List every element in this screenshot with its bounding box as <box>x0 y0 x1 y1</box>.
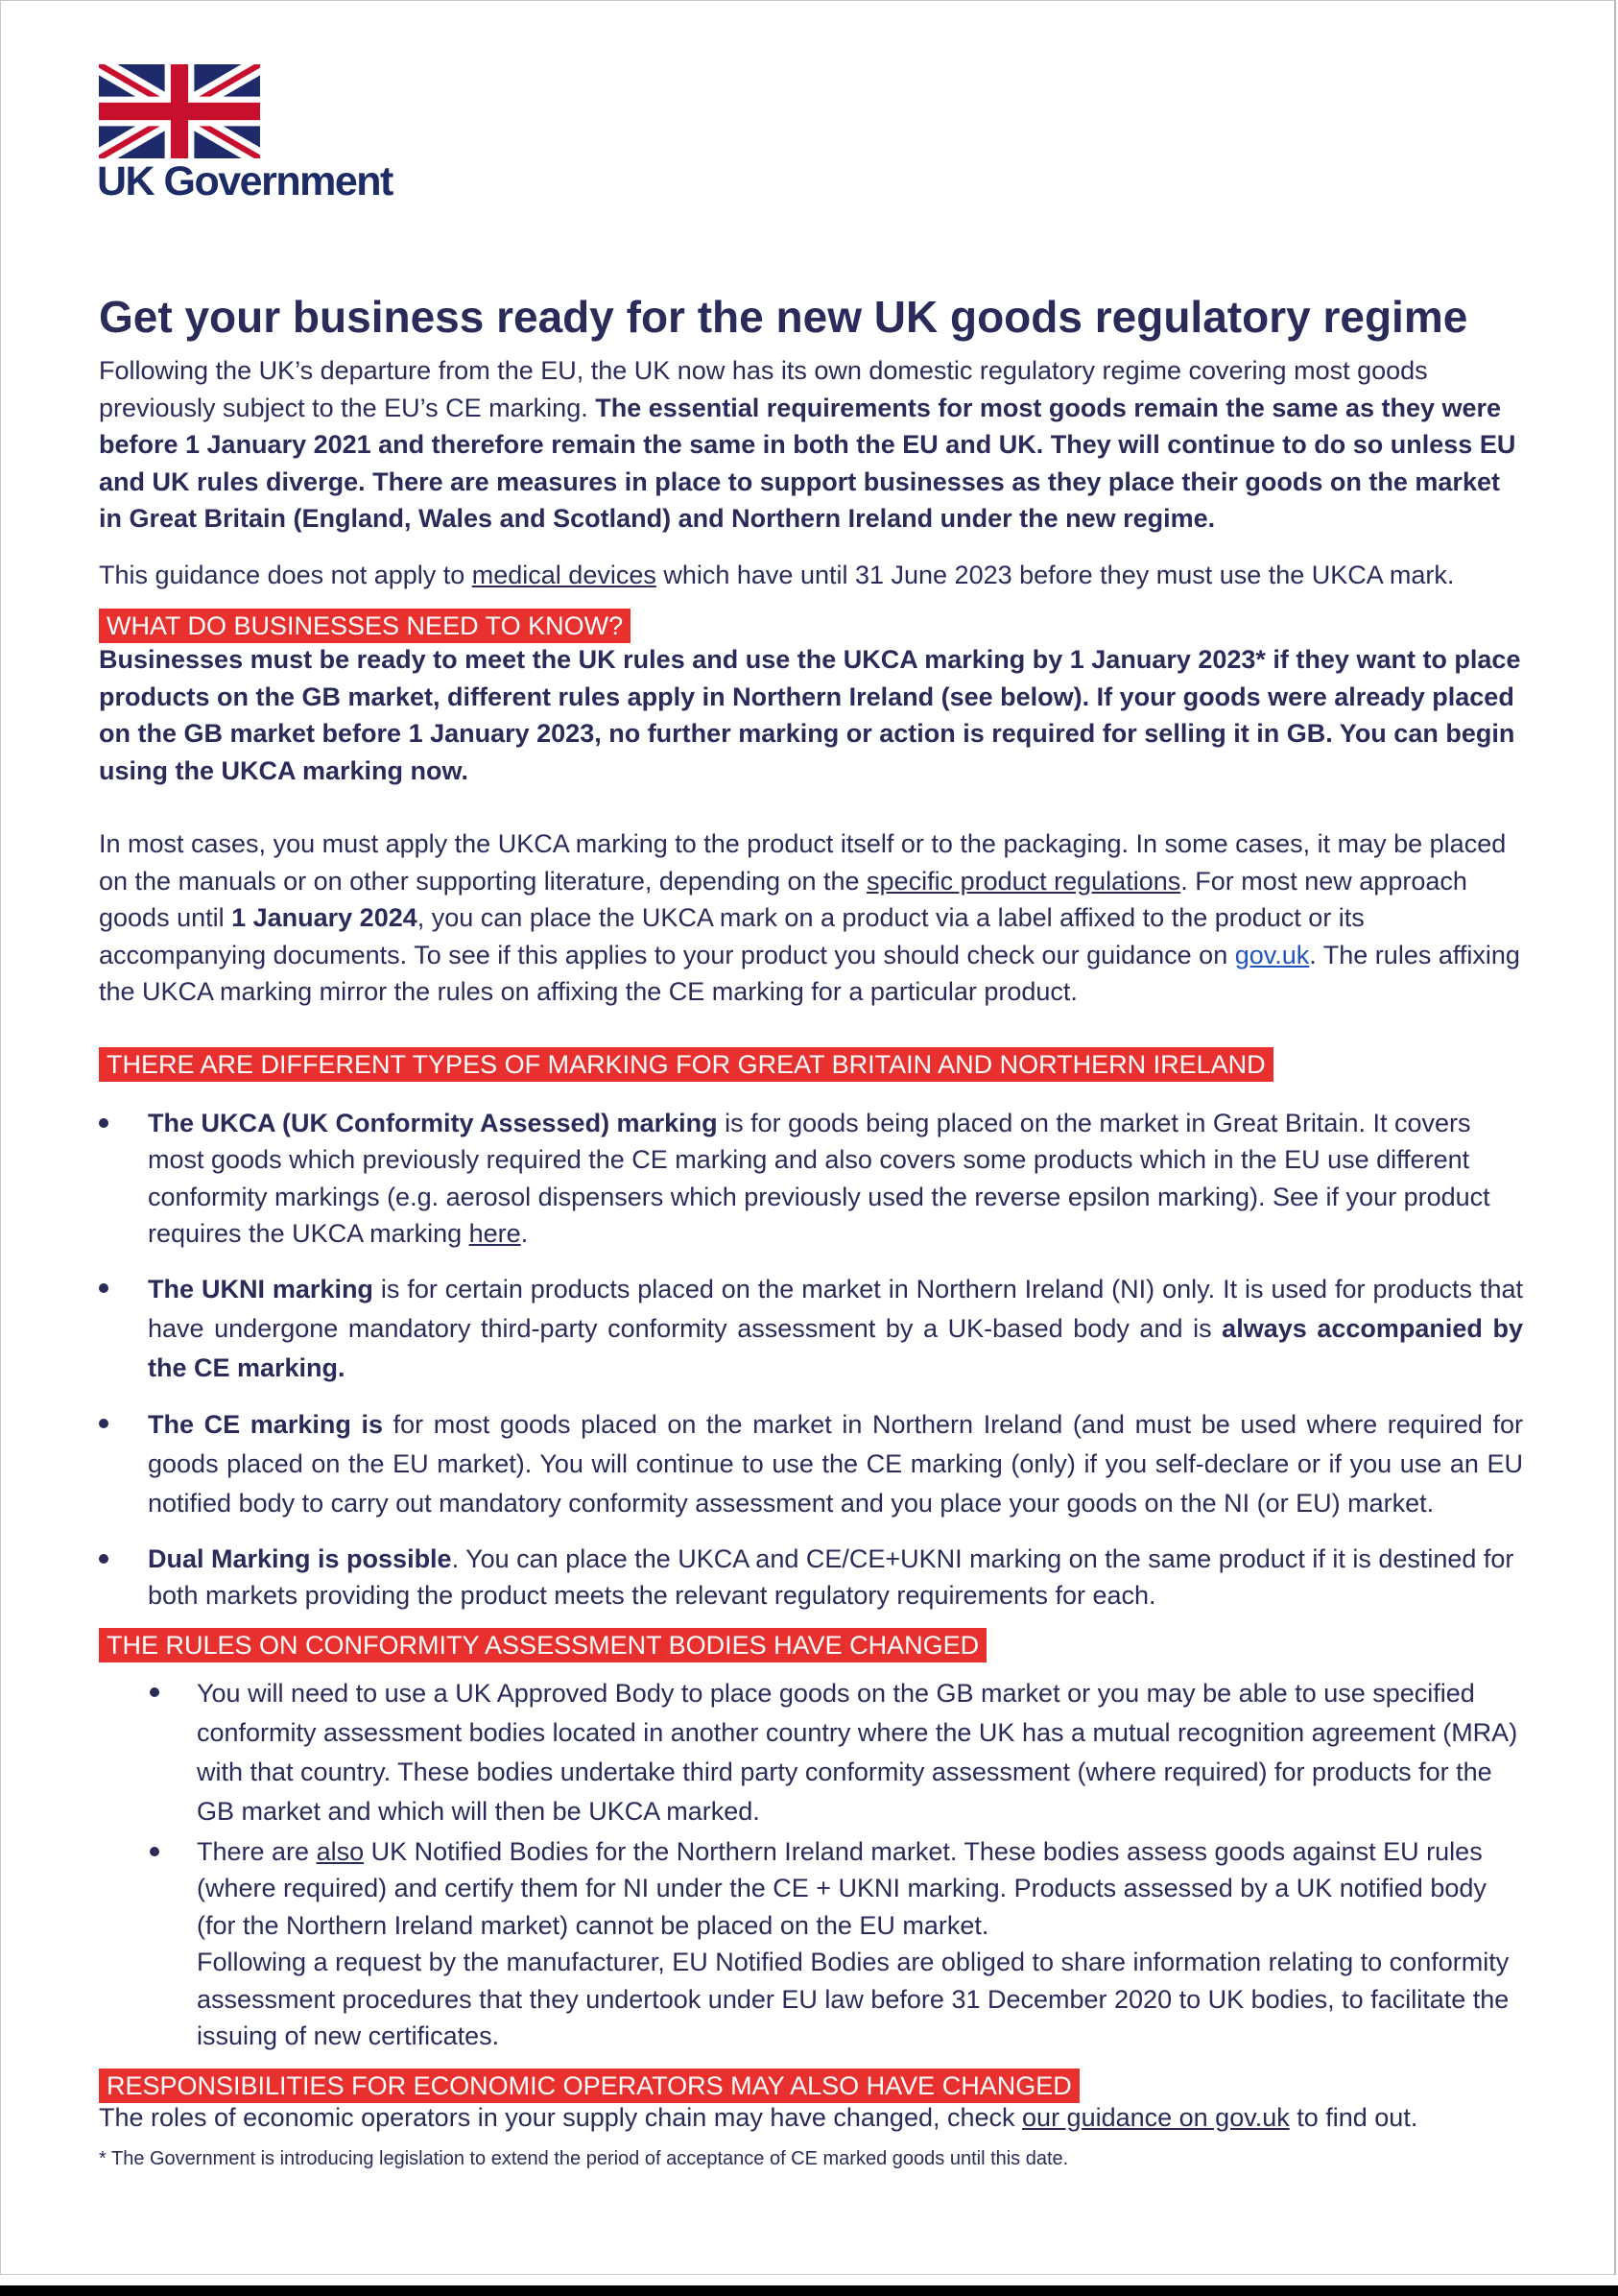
list-item <box>99 1541 1523 1614</box>
uk-government-logo <box>99 64 1523 203</box>
paragraph-text: , you can place the UKCA mark on a product via a label affixed to the product or its accompanying documents. To see if this applies to your product you should check our guidance on <box>99 903 1365 969</box>
item-text: . You can place the UKCA and CE/CE+UKNI marking on the same product if it is destined for both markets providing the product meets the relevant regulatory requirements for each. <box>148 1543 1514 1610</box>
footnote: * The Government is introducing legislation to extend the period of acceptance of CE marked goods until this date. <box>99 2148 1069 2169</box>
bullet-icon <box>99 1554 108 1564</box>
paragraph-text: to find out. <box>1289 2102 1418 2132</box>
guidance-note-text: This guidance does not apply to <box>99 560 472 589</box>
paragraph-text: . The rules affixing the UKCA marking mirror the rules on affixing the CE marking for a particular product. <box>99 940 1520 1006</box>
section-conformity-bodies <box>99 1628 1523 2055</box>
conformity-bodies-list <box>99 1674 1523 2055</box>
section-heading: THERE ARE DIFFERENT TYPES OF MARKING FOR GREAT BRITAIN AND NORTHERN IRELAND <box>99 1047 1273 1082</box>
medical-devices-link[interactable]: medical devices <box>471 560 656 589</box>
guidance-note <box>99 557 1523 594</box>
list-item <box>99 1105 1523 1253</box>
item-text: There are <box>197 1836 317 1866</box>
intro-bold-text: The essential requirements for most goods remain the same as they were before 1 January 2021 and therefore remain the same in both the EU and UK. They will continue to do so unless EU and UK rules diverge. There are measures in place to support businesses as they place their goods on the market in Great Britain (England, Wales and Scotland) and Northern Ireland under the new regime. <box>99 393 1516 533</box>
item-text: is for goods being placed on the market in Great Britain. It covers most goods which previously required the CE marking and also covers some products which in the EU use different conformity markings (e.g. aerosol dispensers which previously used the reverse epsilon marking). See if your product requires the UKCA marking <box>148 1108 1490 1248</box>
list-item <box>99 1833 1523 2055</box>
page-bottom-border <box>0 2285 1618 2296</box>
paragraph-bold-date: 1 January 2024 <box>231 903 417 932</box>
list-item <box>99 1674 1523 1831</box>
bullet-icon <box>150 1847 159 1856</box>
section-heading: RESPONSIBILITIES FOR ECONOMIC OPERATORS MAY ALSO HAVE CHANGED <box>99 2069 1080 2103</box>
section-paragraph <box>99 825 1523 1011</box>
section-economic-operators <box>99 2069 1523 2137</box>
document-content <box>99 64 1523 2172</box>
intro-paragraph <box>99 352 1523 538</box>
item-bold: Dual Marking is possible <box>148 1543 452 1573</box>
item-text: You will need to use a UK Approved Body to place goods on the GB market or you may be able to use specified conformity assessment bodies located in another country where the UK has a mutual recognition agreement (MRA) with that country. These bodies undertake third party conformity assessment (where required) for products for the GB market and which will then be UKCA marked. <box>197 1678 1518 1826</box>
bullet-icon <box>99 1118 108 1128</box>
section-heading: WHAT DO BUSINESSES NEED TO KNOW? <box>99 609 631 643</box>
marking-types-list <box>99 1105 1523 1614</box>
page-title: Get your business ready for the new UK goods regulatory regime <box>99 292 1468 342</box>
section-what-to-know <box>99 609 1523 1011</box>
item-text: Following a request by the manufacturer, EU Notified Bodies are obliged to share information relating to conformity assessment procedures that they undertook under EU law before 31 December 2020 to UK bodies, to facilitate the issuing of new certificates. <box>197 1948 1510 2050</box>
also-link[interactable]: also <box>316 1836 365 1866</box>
list-item <box>99 1405 1523 1523</box>
list-item <box>99 1270 1523 1388</box>
bullet-icon <box>99 1283 108 1293</box>
paragraph-text: . For most new approach goods until <box>99 866 1467 932</box>
section-marking-types <box>99 1047 1523 1614</box>
item-bold: The UKCA (UK Conformity Assessed) marking <box>148 1108 718 1137</box>
item-text: for most goods placed on the market in Northern Ireland (and must be used where required for goods placed on the EU market). You will continue to use the CE marking (only) if you self-declare or if you use an EU notified body to carry out mandatory conformity assessment and you place your goods on the NI (or EU) market. <box>148 1409 1523 1518</box>
item-bold: The UKNI marking <box>148 1274 373 1303</box>
paragraph-text: The roles of economic operators in your supply chain may have changed, check <box>99 2102 1023 2132</box>
union-flag-icon <box>99 64 260 158</box>
item-text: UK Notified Bodies for the Northern Ireland market. These bodies assess goods against EU rules (where required) and certify them for NI under the CE + UKNI marking. Products assessed by a UK notified body (for the Northern Ireland market) cannot be placed on the EU market. <box>197 1836 1487 1940</box>
section-paragraph <box>99 2099 1523 2137</box>
section-heading: THE RULES ON CONFORMITY ASSESSMENT BODIES HAVE CHANGED <box>99 1628 987 1662</box>
logo-text: UK Government <box>97 158 393 204</box>
intro-text: Following the UK’s departure from the EU, the UK now has its own domestic regulatory regime covering most goods previously subject to the EU’s CE marking. <box>99 356 1428 422</box>
item-bold: The CE marking is <box>148 1409 383 1439</box>
item-text-end: . <box>520 1219 529 1248</box>
item-text: is for certain products placed on the market in Northern Ireland (NI) only. It is used for products that have undergone mandatory third-party conformity assessment by a UK-based body and is <box>148 1274 1523 1343</box>
paragraph-text: In most cases, you must apply the UKCA marking to the product itself or to the packaging. In some cases, it may be placed on the manuals or on other supporting literature, depending on the <box>99 829 1507 896</box>
bullet-icon <box>150 1687 159 1697</box>
bullet-icon <box>99 1419 108 1428</box>
item-bold-end: always accompanied by the CE marking. <box>148 1313 1523 1382</box>
section-bold-paragraph: Businesses must be ready to meet the UK rules and use the UKCA marking by 1 January 2023* if they want to place products on the GB market, different rules apply in Northern Ireland (see below). If your goods were already placed on the GB market before 1 January 2023, no further marking or action is required for selling it in GB. You can begin using the UKCA marking now. <box>99 645 1521 785</box>
guidance-gov-uk-link[interactable]: our guidance on gov.uk <box>1022 2102 1290 2132</box>
specific-product-regulations-link[interactable]: specific product regulations <box>867 866 1181 896</box>
guidance-note-text-end: which have until 31 June 2023 before they must use the UKCA mark. <box>655 560 1455 589</box>
here-link[interactable]: here <box>468 1219 521 1248</box>
gov-uk-link[interactable]: gov.uk <box>1234 940 1310 969</box>
